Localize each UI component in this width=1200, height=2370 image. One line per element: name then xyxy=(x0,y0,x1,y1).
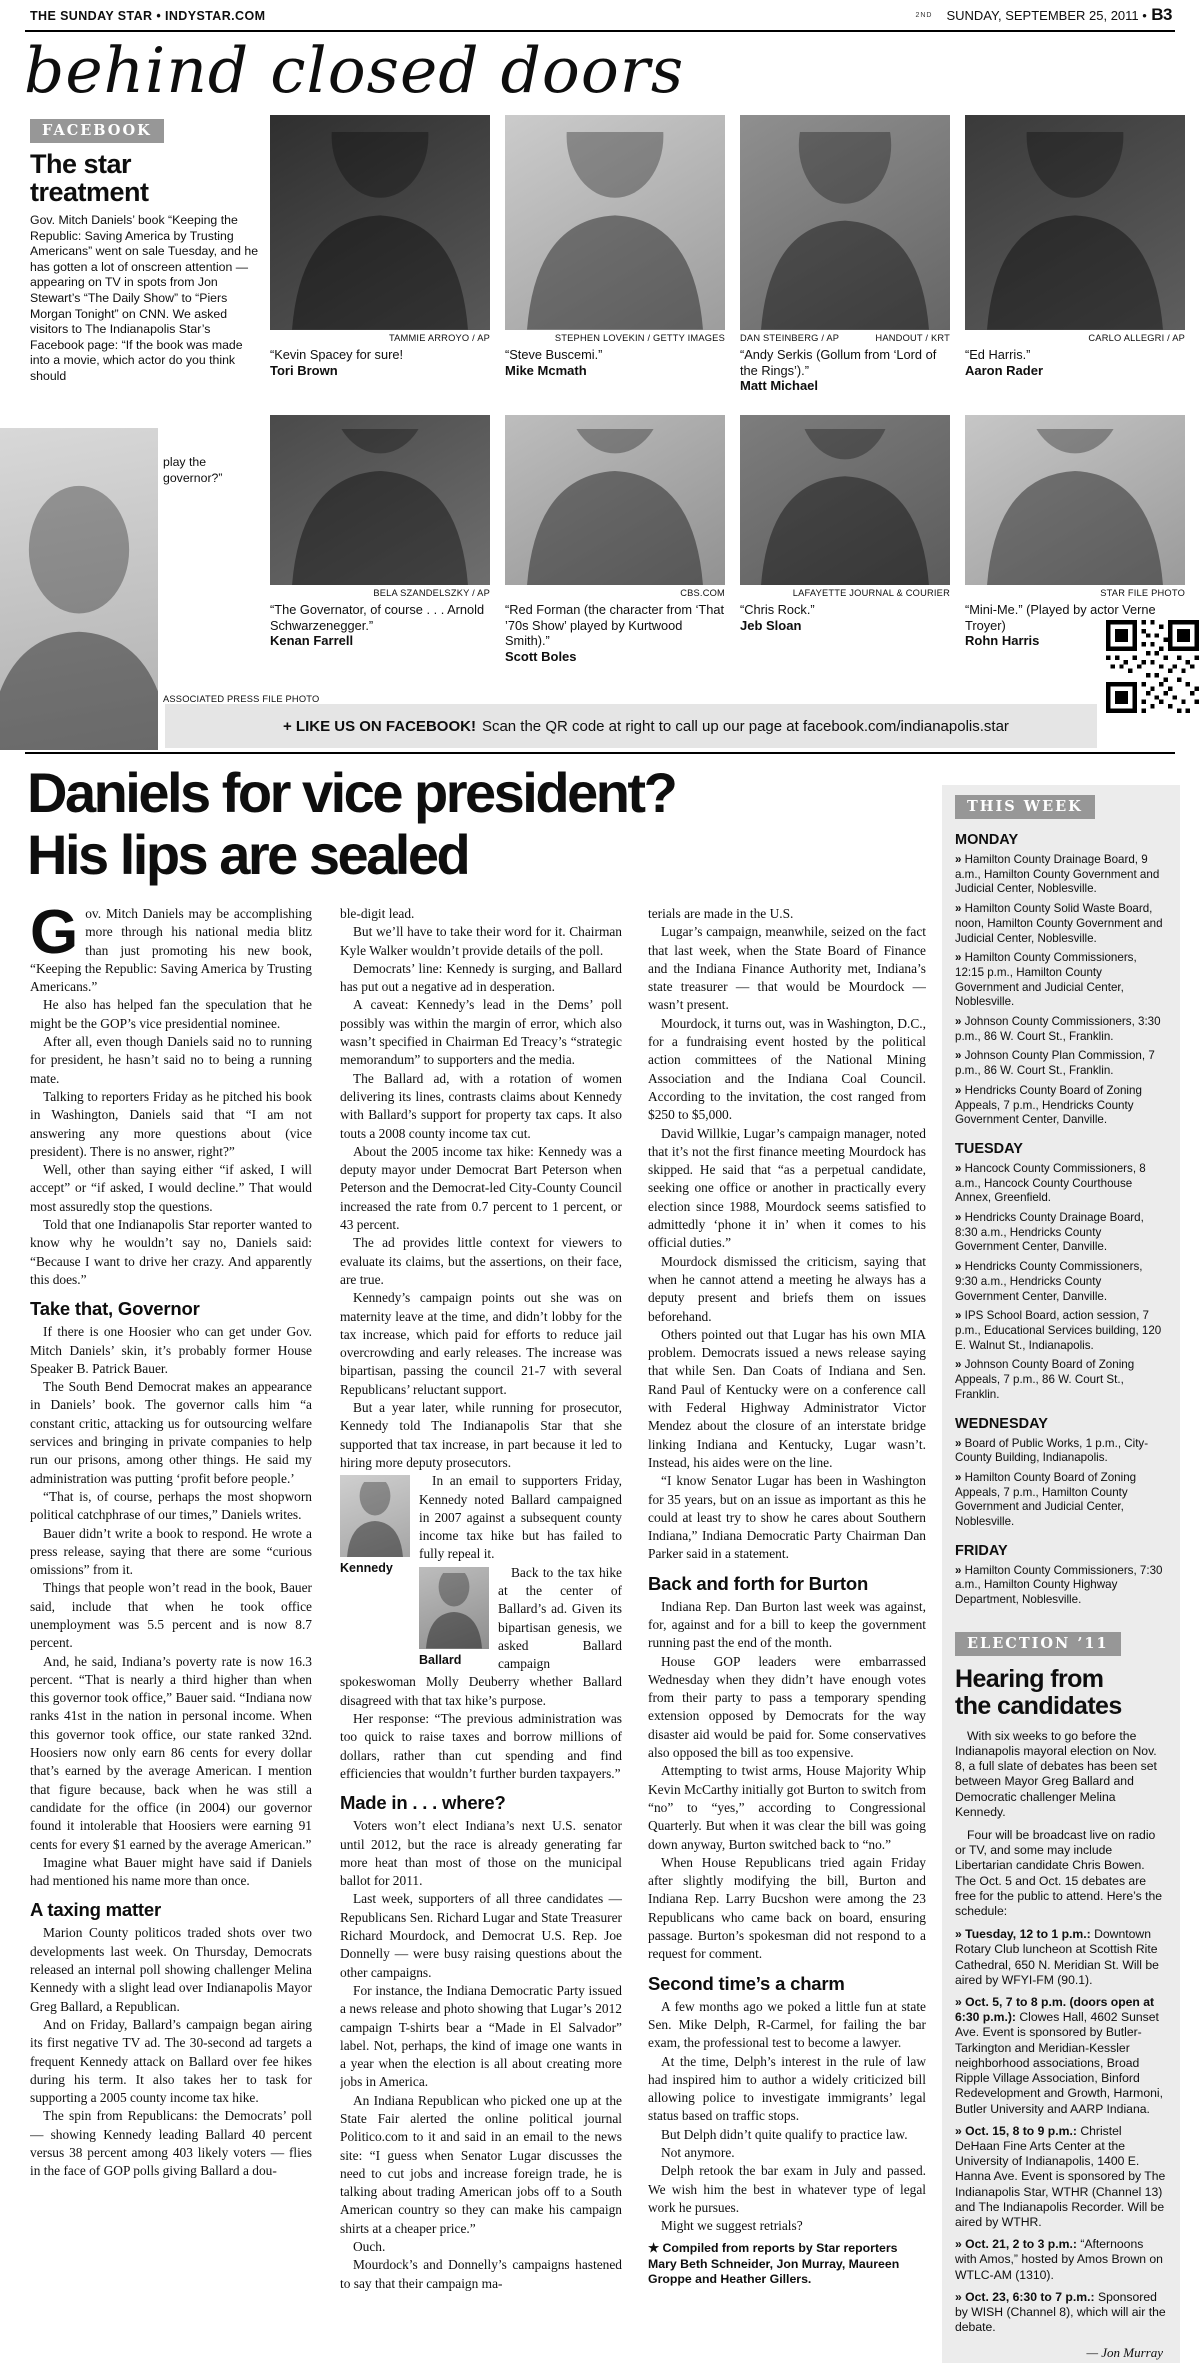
photo-quote: “Ed Harris.” xyxy=(965,347,1031,362)
governor-photo-credit: ASSOCIATED PRESS FILE PHOTO xyxy=(163,694,320,704)
photo-credit xyxy=(740,333,950,343)
election-intro: With six weeks to go before the Indianapolis mayoral election on Nov. 8, a full slate of debates has been set between Mayor Greg Ballard and Democratic challenger Melina Kennedy. xyxy=(955,1728,1157,1819)
governor-photo xyxy=(0,428,158,750)
article-column-1 xyxy=(30,905,312,2357)
body-paragraph: At the time, Delph’s interest in the rule of law had inspired him to author a widely criticized bill allowing police to investigate immigrants’ legal status based on traffic stops. xyxy=(648,2053,926,2124)
body-paragraph: He also has helped fan the speculation that he might be the GOP’s vice presidential nominee. xyxy=(30,997,312,1031)
photo-cell xyxy=(740,115,950,394)
body-paragraph: Mourdock, it turns out, was in Washington, D.C., for a fundraising event hosted by the political action committees of the National Mining Association and the Indiana Coal Council. According to the invitation, the cost ranged from $250 to $5,000. xyxy=(648,1015,926,1123)
debate-item-time: Oct. 23, 6:30 to 7 p.m.: xyxy=(965,2289,1095,2304)
event-item: » Hamilton County Board of Zoning Appeals, 7 p.m., Hamilton County Government and Judicial Center, Noblesville. xyxy=(955,1471,1167,1530)
body-paragraph: Others pointed out that Lugar has his own MIA problem. Democrats issued a news release saying that while Sen. Dan Coats of Indiana and Sen. Rand Paul of Kentucky were on a conference call with Federal Highway Administrator Victor Mendez about the closure of an interstate bridge linking Indiana and Kentucky, Lugar wasn’t. Instead, his aides were on the line. xyxy=(648,1326,926,1470)
body-paragraph: Mourdock dismissed the criticism, saying that when he cannot attend a meeting he always has a deputy present and briefs them on issues beforehand. xyxy=(648,1253,926,1324)
photo-name: Aaron Rader xyxy=(965,362,1044,378)
body-paragraph: And, he said, Indiana’s poverty rate is now 16.3 percent. “That is nearly a third higher than when this governor took office,” Bauer said. “Indiana now ranks 41st in the nation in personal income. When this governor took office, our state ranked 32nd. Hoosiers now only earn 86 cents for every dollar that’s earned by the average American. I mention that figure because, back when he was still a candidate for the office (in 2004) our governor found it intolerable that Hoosiers were earning 91 cents for every $1 earned by the average American.” xyxy=(30,1653,312,1852)
portrait-photo xyxy=(419,1567,489,1649)
body-paragraph: A caveat: Kennedy’s lead in the Dems’ poll possibly was within the margin of error, which also wasn’t specified in Chairman Ed Treacy’s “strategic memorandum” to supporters and the media. xyxy=(340,997,622,1068)
body-paragraph: Voters won’t elect Indiana’s next U.S. senator until 2012, but the race is already generating far more heat than most of those on the municipal ballot for 2011. xyxy=(340,1818,622,1889)
body-paragraph: In an email to supporters Friday, Kennedy noted Ballard campaigned in 2007 against a subsequent county income tax hike but has failed to fully repeal it. xyxy=(419,1473,622,1562)
event-item: » IPS School Board, action session, 7 p.m., Educational Services building, 120 E. Walnut St., Indianapolis. xyxy=(955,1309,1167,1353)
photo-name: Jeb Sloan xyxy=(740,617,802,633)
section-divider-rule xyxy=(25,752,1175,754)
body-paragraph: For instance, the Indiana Democratic Party issued a news release and photo showing that Lugar’s 2012 campaign T-shirts bear a “Made in El Salvador” label. Not, perhaps, the kind of image one wants in a year when the election is all about creating more jobs in America. xyxy=(340,1982,622,2090)
debate-item-text: Downtown Rotary Club luncheon at Scottish Rite Cathedral, 650 N. Meridian St. Will be aired by WFYI-FM (90.1). xyxy=(955,1927,1159,1987)
body-paragraph: ble-digit lead. xyxy=(340,906,415,921)
portrait-photo xyxy=(740,115,950,330)
day-heading: WEDNESDAY xyxy=(955,1415,1048,1432)
body-paragraph: Bauer didn’t write a book to respond. He wrote a press release, saying that there are some “curious omissions” from it. xyxy=(30,1525,312,1578)
debate-item xyxy=(955,1995,1167,2117)
debate-item-time: Oct. 5, 7 to 8 p.m. (doors open at 6:30 p.m.): xyxy=(955,1995,1155,2025)
debate-item-time: Oct. 15, 8 to 9 p.m.: xyxy=(965,2123,1077,2138)
event-item: » Hendricks County Commissioners, 9:30 a.m., Hendricks County Government Center, Danville. xyxy=(955,1260,1167,1304)
event-item: » Hamilton County Commissioners, 12:15 p.m., Hamilton County Government and Judicial Center, Noblesville. xyxy=(955,951,1167,1010)
portrait-photo xyxy=(270,115,490,330)
photo-credit: TAMMIE ARROYO / AP xyxy=(388,333,490,343)
body-paragraph: But we’ll have to take their word for it. Chairman Kyle Walker wouldn’t provide details of the poll. xyxy=(340,924,622,958)
body-paragraph: An Indiana Republican who picked one up at the State Fair alerted the online political journal Politico.com to it and said in an email to the news site: “I guess when Senator Lugar discusses the need to cut jobs and increase foreign trade, he is talking about trading American jobs off to a South American country so they can make his campaign shirts at a cheaper price.” xyxy=(340,2092,622,2236)
body-paragraph: David Willkie, Lugar’s campaign manager, noted that it’s not the first finance meeting Mourdock has skipped. He said that “as a perpetual candidate, seeking one office or another in practically every election since 1988, Mourdock seems satisfied to admittedly ‘phone it in’ when it comes to his official duties.” xyxy=(648,1125,926,1251)
inset-label: Ballard xyxy=(419,1652,462,1667)
this-week-label: THIS WEEK xyxy=(955,795,1167,819)
photo-cell xyxy=(270,115,490,378)
body-paragraph: Might we suggest retrials? xyxy=(661,2218,803,2234)
body-paragraph: Things that people won’t read in the book, Bauer said, include that when he took office unemployment was 5.5 percent and is now 8.7 percent. xyxy=(30,1580,312,1651)
photo-cell xyxy=(740,415,950,633)
debate-item xyxy=(955,2237,1167,2283)
body-paragraph: “That is, of course, perhaps the most shopworn political catchphrase of our times,” Daniels writes. xyxy=(30,1488,312,1523)
photo-name: Kenan Farrell xyxy=(270,633,354,649)
facebook-body: Gov. Mitch Daniels’ book “Keeping the Republic: Saving America by Trusting Americans” went on sale Tuesday, and he has gotten a lot of onscreen attention — appearing on TV in spots from Jon Stewart’s “The Daily Show” to “Piers Morgan Tonight” on CNN. We asked visitors to The Indianapolis Star’s Facebook page: “If the book was made into a movie, which actor do you think should xyxy=(30,213,259,383)
event-item: » Hancock County Commissioners, 8 a.m., Hancock County Courthouse Annex, Greenfield. xyxy=(955,1162,1167,1206)
photo-quote: “Andy Serkis (Gollum from ‘Lord of the Rings’).” xyxy=(740,347,937,378)
body-paragraph: Marion County politicos traded shots over two developments last week. On Thursday, Democrats released an internal poll showing challenger Melina Kennedy with a slight lead over Indianapolis Mayor Greg Ballard, a Republican. xyxy=(30,1925,312,2014)
body-paragraph: Attempting to twist arms, House Majority Whip Kevin McCarthy initially got Burton to switch from “no” to “yes,” according to Congressional Quarterly. But when it was clear the bill was going down anyway, Burton switched back to “no.” xyxy=(648,1763,926,1852)
sidebar xyxy=(942,785,1180,2363)
body-paragraph: Kennedy’s campaign points out she was on maternity leave at the time, and didn’t lobby for the tax increase, which paid for efforts to reduce jail overcrowding and early releases. The increase was bipartisan, passing the council 21-7 with several Republicans’ reluctant support. xyxy=(340,1290,622,1397)
photo-quote: “Steve Buscemi.” xyxy=(505,347,603,362)
promo-text: Scan the QR code at right to call up our page at facebook.com/indianapolis.star xyxy=(481,717,1009,735)
photo-name: Scott Boles xyxy=(505,648,577,664)
body-paragraph: Lugar’s campaign, meanwhile, seized on the fact that last week, when the State Board of Finance and the Indiana Finance Authority met, Indiana’s state treasurer — that would be Mourdock — wasn’t present. xyxy=(648,924,926,1013)
photo-quote: “Chris Rock.” xyxy=(740,602,815,617)
section-banner: behind closed doors xyxy=(24,34,685,107)
body-paragraph: Well, other than saying either “if asked, I will accept” or “if asked, I would decline.” That would most assuredly stop the questions. xyxy=(30,1162,312,1214)
body-paragraph: About the 2005 income tax hike: Kennedy was a deputy mayor under Democrat Bart Peterson when Peterson and the Democrat-led City-County Council increased the rate from 0.7 percent to 1 percent, or 43 percent. xyxy=(340,1143,622,1233)
portrait-photo xyxy=(740,415,950,585)
person-silhouette-icon xyxy=(0,454,158,750)
body-paragraph xyxy=(30,905,312,996)
photo-name: Rohn Harris xyxy=(965,633,1040,649)
photo-credit: CBS.COM xyxy=(680,588,725,598)
event-item: » Hamilton County Drainage Board, 9 a.m., Hamilton County Government and Judicial Center, Noblesville. xyxy=(955,853,1167,897)
portrait-photo xyxy=(270,415,490,585)
event-item: » Hamilton County Commissioners, 7:30 a.m., Hamilton County Highway Department, Noblesville. xyxy=(955,1564,1167,1608)
event-item: » Hamilton County Solid Waste Board, noon, Hamilton County Government and Judicial Center, Noblesville. xyxy=(955,902,1167,946)
portrait-photo xyxy=(505,115,725,330)
compiled-note: ★ Compiled from reports by Star reporters Mary Beth Schneider, Jon Murray, Maureen Groppe and Heather Gillers. xyxy=(648,2241,900,2286)
date-text: SUNDAY, SEPTEMBER 25, 2011 • xyxy=(946,8,1147,23)
photo-quote: “Red Forman (the character from ‘That ’70s Show’ played by Kurtwood Smith).” xyxy=(505,602,725,649)
event-item: » Johnson County Board of Zoning Appeals, 7 p.m., 86 W. Court St., Franklin. xyxy=(955,1358,1167,1402)
body-paragraph: Imagine what Bauer might have said if Daniels had mentioned his name more than once. xyxy=(30,1854,312,1889)
portrait-photo xyxy=(965,415,1185,585)
section-subhead: Back and forth for Burton xyxy=(648,1572,869,1594)
edition-mark: 2ND xyxy=(915,12,933,19)
election-label: ELECTION ’11 xyxy=(955,1632,1167,1656)
article-headline xyxy=(27,762,675,886)
photo-quote: “Mini-Me.” (Played by actor Verne Troyer) xyxy=(965,602,1156,633)
body-paragraph: Last week, supporters of all three candidates — Republicans Sen. Richard Lugar and State Treasurer Richard Mourdock, and Democrat U.S. Rep. Joe Donnelly — were busy raising questions about the other campaigns. xyxy=(340,1891,622,1980)
section-subhead: Second time’s a charm xyxy=(648,1972,845,1994)
portrait-photo xyxy=(505,415,725,585)
inset-photo-ballard xyxy=(419,1567,489,1669)
body-paragraph: The spin from Republicans: the Democrats’ poll — showing Kennedy leading Ballard 40 percent versus 38 percent among 403 likely voters — flies in the face of GOP polls giving Ballard a dou- xyxy=(30,2108,312,2179)
debate-item xyxy=(955,2290,1167,2336)
event-item: » Johnson County Plan Commission, 7 p.m., 86 W. Court St., Franklin. xyxy=(955,1049,1167,1078)
section-subhead: Made in . . . where? xyxy=(340,1792,506,1814)
body-paragraph: House GOP leaders were embarrassed Wednesday when they didn’t have enough votes from their party to pass a temporary spending extension opposed by Democrats for the way disaster aid would be paid for. Some conservatives also opposed the bill as too expensive. xyxy=(648,1653,926,1761)
article-column-2 xyxy=(340,905,622,2357)
article-column-3 xyxy=(648,905,926,2357)
debate-item xyxy=(955,1927,1167,1988)
day-heading: FRIDAY xyxy=(955,1542,1008,1559)
photo-quote: “The Governator, of course . . . Arnold Schwarzenegger.” xyxy=(270,602,485,633)
event-item: » Hendricks County Drainage Board, 8:30 a.m., Hendricks County Government Center, Danville. xyxy=(955,1211,1167,1255)
photo-cell xyxy=(505,415,725,664)
headline-line-2: His lips are sealed xyxy=(27,823,469,886)
photo-credit: STEPHEN LOVEKIN / GETTY IMAGES xyxy=(554,333,725,343)
photo-credit-right: HANDOUT / KRT xyxy=(875,333,950,343)
debate-item xyxy=(955,2124,1167,2230)
photo-name: Matt Michael xyxy=(740,378,819,394)
masthead-title: THE SUNDAY STAR • INDYSTAR.COM xyxy=(30,9,266,23)
body-paragraph: Talking to reporters Friday as he pitched his book in Washington, Daniels said that “I am not answering any more questions about (vice president). There is no answer, right?” xyxy=(30,1088,312,1159)
byline: — Jon Murray xyxy=(1086,2345,1163,2361)
debate-item-text: Sponsored by WISH (Channel 8), which will air the debate. xyxy=(955,2289,1166,2335)
promo-bold-text: + LIKE US ON FACEBOOK! xyxy=(283,717,476,735)
day-heading: TUESDAY xyxy=(955,1140,1023,1157)
body-paragraph: And on Friday, Ballard’s campaign began airing its first negative TV ad. The 30-second ad targets a frequent Kennedy attack on Ballard over fee hikes during his term. It also takes her to task for supporting a 2005 county income tax hike. xyxy=(30,2016,312,2106)
masthead-date xyxy=(915,5,1172,25)
debate-item-time: Oct. 21, 2 to 3 p.m.: xyxy=(965,2237,1077,2252)
facebook-label: FACEBOOK xyxy=(30,119,164,143)
debate-item-text: “Afternoons with Amos,” hosted by Amos Brown on WTLC-AM (1310). xyxy=(955,2237,1163,2282)
body-paragraph: The Ballard ad, with a rotation of women delivering its lines, contrasts claims about Kennedy with Ballard’s support for property tax caps. It also touts a 2008 county income tax cut. xyxy=(340,1070,622,1141)
photo-credit: CARLO ALLEGRI / AP xyxy=(1088,333,1185,343)
masthead-rule xyxy=(25,30,1175,32)
body-paragraph: If there is one Hoosier who can get under Gov. Mitch Daniels’ skin, it’s probably former House Speaker B. Patrick Bauer. xyxy=(30,1324,312,1376)
body-paragraph: terials are made in the U.S. xyxy=(648,906,794,921)
event-item: » Board of Public Works, 1 p.m., City-County Building, Indianapolis. xyxy=(955,1437,1167,1466)
photo-credit: LAFAYETTE JOURNAL & COURIER xyxy=(792,588,950,598)
facebook-promo-bar xyxy=(165,704,1097,748)
photo-credit: BELA SZANDELSZKY / AP xyxy=(373,588,490,598)
body-paragraph: After all, even though Daniels said no to running for president, he hasn’t said no to being a running mate. xyxy=(30,1034,312,1086)
debate-item-time: Tuesday, 12 to 1 p.m.: xyxy=(965,1927,1091,1942)
portrait-photo xyxy=(965,115,1185,330)
body-paragraph: A few months ago we poked a little fun at state Sen. Mike Delph, R-Carmel, for failing the bar exam, the professional test to become a lawyer. xyxy=(648,1998,926,2051)
day-heading: MONDAY xyxy=(955,832,1019,848)
photo-credit: STAR FILE PHOTO xyxy=(1100,588,1185,598)
body-paragraph: Back to the tax hike at the center of Ballard’s ad. Given its bipartisan genesis, we asked Ballard campaign spokeswoman Molly Deuberry whether Ballard disagreed with that tax hike’s purpose. xyxy=(340,1564,622,1708)
body-paragraph: Her response: “The previous administration was too quick to raise taxes and borrow millions of dollars, rather than cut spending and find efficiencies that wouldn’t further burden taxpayers.” xyxy=(340,1711,622,1781)
photo-cell xyxy=(270,415,490,649)
election-intro: Four will be broadcast live on radio or TV, and some may include Libertarian candidate Chris Bowen. The Oct. 5 and Oct. 15 debates are free for the public to attend. Here’s the schedule: xyxy=(955,1828,1163,1919)
body-paragraph: The South Bend Democrat makes an appearance in Daniels’ book. The governor calls him “a constant critic, attacking us for outsourcing welfare services and bringing in private companies to help run our prisons, among other things. He said my administration was putting ‘profit before people.’ xyxy=(30,1379,312,1486)
body-paragraph: But a year later, while running for prosecutor, Kennedy told The Indianapolis Star that she supported that tax increase, in part because it led to hiring more deputy prosecutors. xyxy=(340,1400,622,1470)
body-paragraph: The ad provides little context for viewers to evaluate its claims, but the assertions, on their face, are true. xyxy=(340,1235,622,1287)
portrait-photo xyxy=(340,1475,410,1557)
section-subhead: Take that, Governor xyxy=(30,1298,200,1320)
headline-line-1: Daniels for vice president? xyxy=(27,761,676,824)
body-paragraph: Told that one Indianapolis Star reporter wanted to know why he wouldn’t say no, Daniels said: “Because I want to drive her crazy. And apparently this does.” xyxy=(30,1217,312,1287)
event-item: » Johnson County Commissioners, 3:30 p.m., 86 W. Court St., Franklin. xyxy=(955,1015,1167,1044)
section-subhead: A taxing matter xyxy=(30,1899,161,1921)
body-paragraph: Not anymore. xyxy=(661,2145,735,2160)
body-paragraph: When House Republicans tried again Friday after slightly modifying the bill, Burton and Indiana Rep. Larry Bucshon were among the 23 Republicans who came back on board, ensuring passage. Burton’s spokesman did not respond to a request for comment. xyxy=(648,1854,926,1962)
debate-item-text: Christel DeHaan Fine Arts Center at the University of Indianapolis, 1400 E. Hanna Ave. Event is sponsored by The Indianapolis Star, WTHR (Channel 13) and The Indianapolis Recorder. Will be aired by WTHR. xyxy=(955,2123,1166,2229)
body-paragraph: Ouch. xyxy=(353,2239,386,2255)
photo-cell xyxy=(965,115,1185,378)
drop-cap: G xyxy=(30,905,79,967)
body-paragraph: Democrats’ line: Kennedy is surging, and Ballard has put out a negative ad in desperation. xyxy=(340,960,622,995)
inset-label: Kennedy xyxy=(340,1561,393,1576)
paragraph-text: ov. Mitch Daniels may be accomplishing more through his national media blitz than just promoting his new book, “Keeping the Republic: Saving America by Trusting Americans.” xyxy=(30,906,312,995)
photo-name: Mike Mcmath xyxy=(505,362,587,378)
debate-item-text: Clowes Hall, 4602 Sunset Ave. Event is sponsored by Butler-Tarkington and Meridian-Kessler neighborhood associations, Broad Ripple Village Association, Binford Redevelopment and Growth, Harmoni, Butler University and AARP Indiana. xyxy=(955,2010,1163,2116)
event-item: » Hendricks County Board of Zoning Appeals, 7 p.m., Hendricks County Government Center, Danville. xyxy=(955,1084,1167,1128)
photo-cell xyxy=(965,415,1185,649)
inset-photo-kennedy xyxy=(340,1475,410,1577)
election-title: Hearing from the candidates xyxy=(955,1664,1122,1720)
photo-credit-left: DAN STEINBERG / AP xyxy=(740,333,840,343)
photo-cell xyxy=(505,115,725,378)
qr-code xyxy=(1106,620,1199,713)
page-number: B3 xyxy=(1151,5,1172,24)
photo-name: Tori Brown xyxy=(270,362,338,378)
facebook-title: The star treatment xyxy=(30,149,149,207)
body-paragraph: Mourdock’s and Donnelly’s campaigns hastened to say that their campaign ma- xyxy=(340,2257,622,2291)
body-paragraph: Delph retook the bar exam in July and passed. We wish him the best in whatever type of legal work he pursues. xyxy=(648,2163,926,2215)
body-paragraph: Indiana Rep. Dan Burton last week was against, for, against and for a bill to keep the government running past the end of the month. xyxy=(648,1598,926,1651)
body-paragraph: “I know Senator Lugar has been in Washington for 35 years, but on an issue as important as this he could at least try to show he cares about Southern Indiana,” Indiana Democratic Party Chairman Dan Parker said in a statement. xyxy=(648,1473,926,1562)
body-paragraph: But Delph didn’t quite qualify to practice law. xyxy=(661,2126,908,2142)
photo-quote: “Kevin Spacey for sure! xyxy=(270,347,404,362)
facebook-body-wrap: play the governor?” xyxy=(163,455,223,485)
